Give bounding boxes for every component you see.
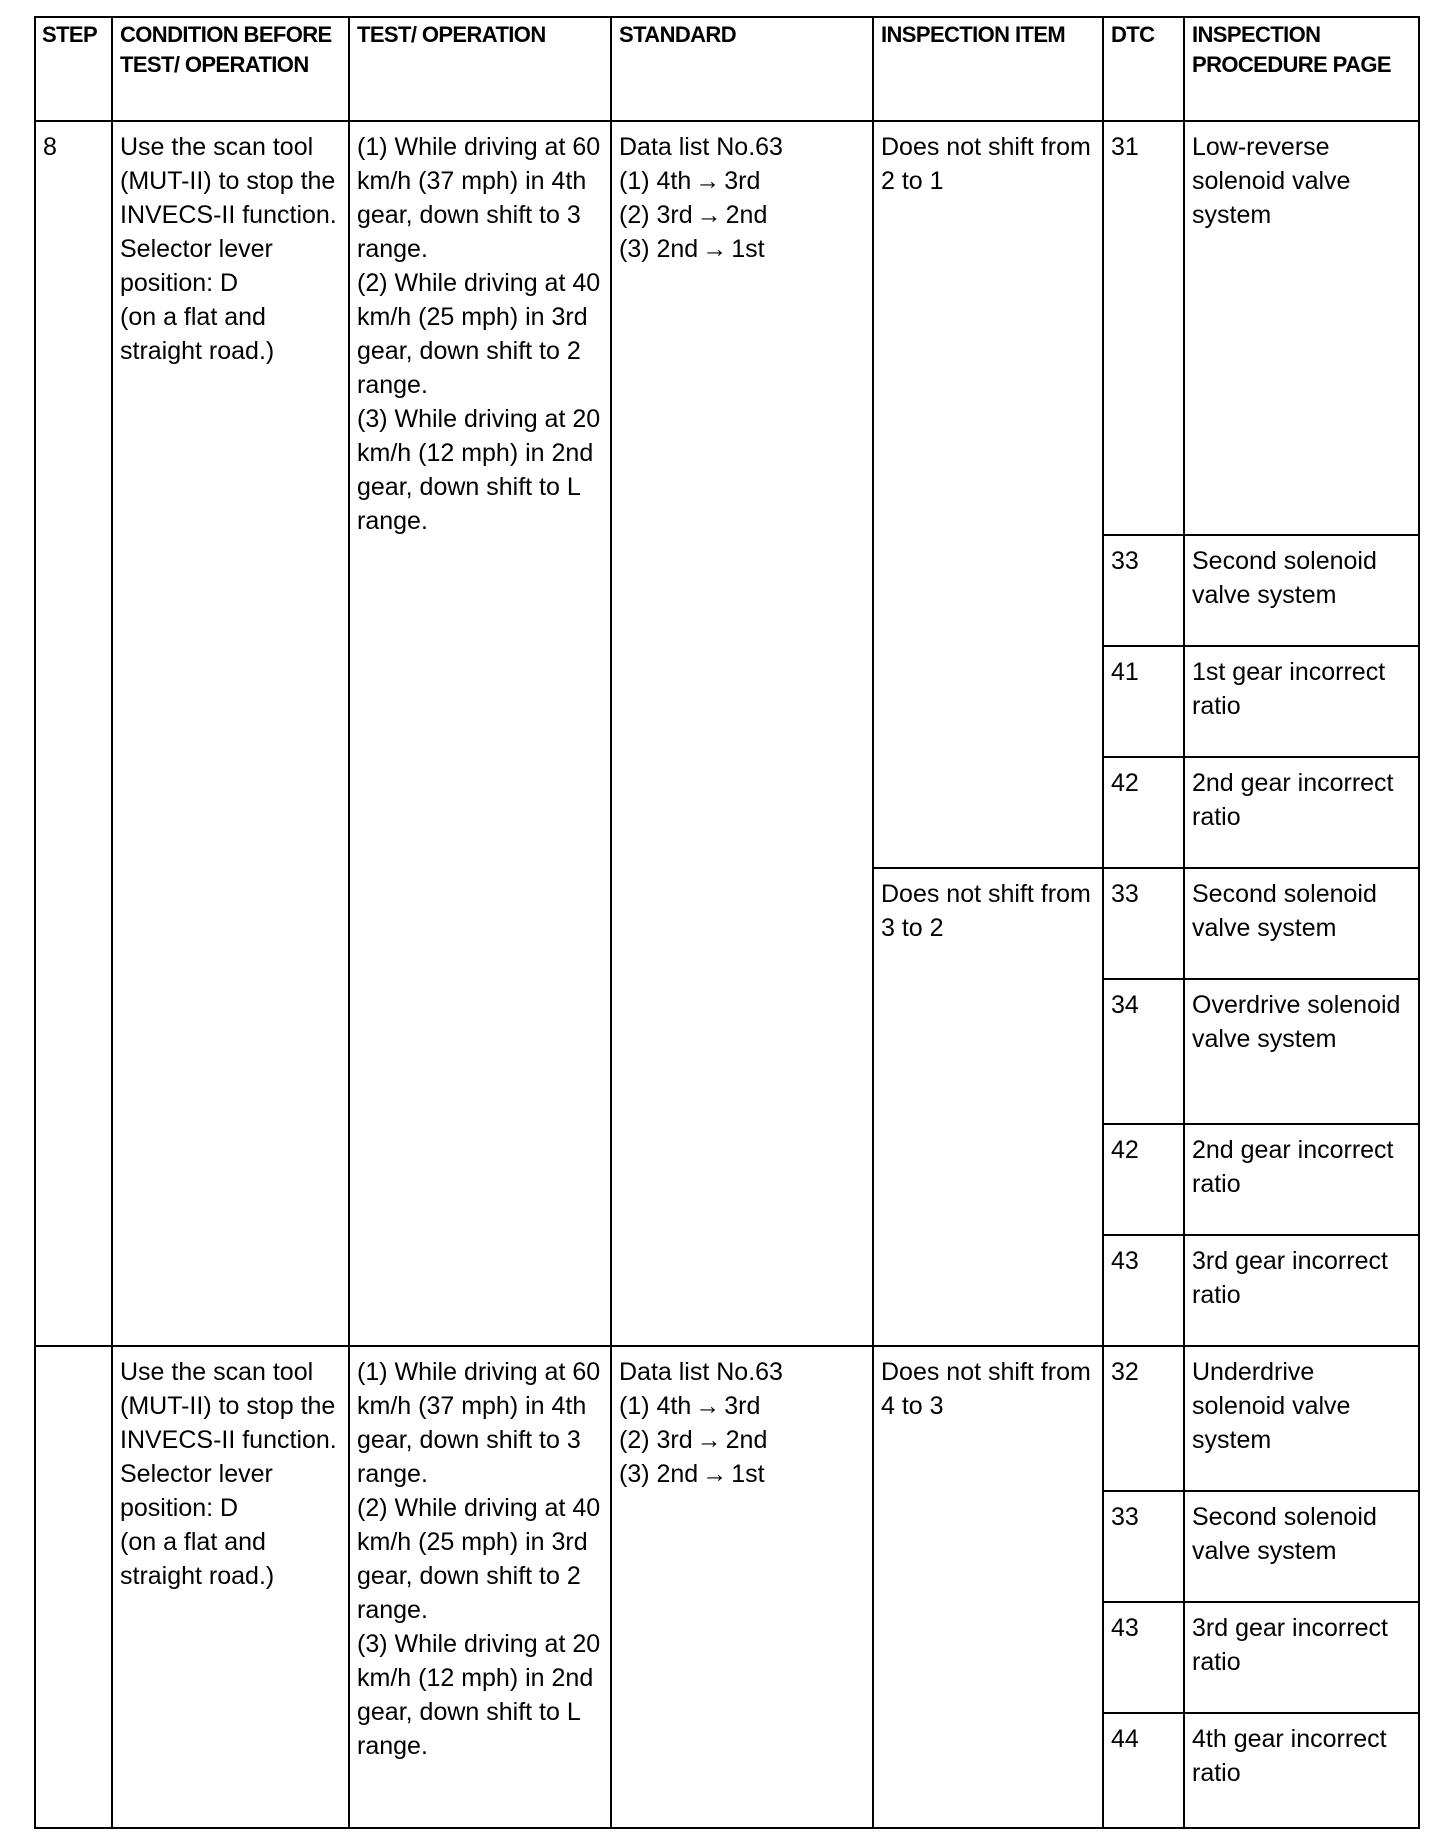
arrow-right-icon: → (702, 1460, 728, 1488)
header-procedure-page: INSPECTION PROCEDURE PAGE (1184, 17, 1419, 121)
procedure-page: Second solenoid valve system (1184, 535, 1419, 646)
standard-gear-to: 1st (731, 1460, 765, 1488)
standard-title: Data list No.63 (619, 1358, 783, 1386)
inspection-item: Does not shift from 3 to 2 (873, 868, 1103, 1346)
procedure-page: 3rd gear incorrect ratio (1184, 1235, 1419, 1346)
dtc-code: 43 (1103, 1235, 1184, 1346)
standard-title: Data list No.63 (619, 133, 783, 161)
dtc-code: 32 (1103, 1346, 1184, 1491)
standard-line (619, 164, 866, 198)
standard-gear-from: (2) 3rd (619, 1426, 693, 1454)
table-row (35, 121, 1419, 535)
inspection-item: Does not shift from 4 to 3 (873, 1346, 1103, 1828)
dtc-code: 42 (1103, 1124, 1184, 1235)
standard-gear-to: 3rd (724, 167, 761, 195)
standard-line (619, 1423, 866, 1457)
arrow-right-icon: → (702, 235, 728, 263)
procedure-page: Low-reverse solenoid valve system (1184, 121, 1419, 535)
condition-cell: Use the scan tool (MUT-II) to stop the INVECS-II function. Selector lever position: D (on a flat and straight road.) (112, 121, 349, 1346)
dtc-code: 43 (1103, 1602, 1184, 1713)
procedure-page: Underdrive solenoid valve system (1184, 1346, 1419, 1491)
procedure-page: Second solenoid valve system (1184, 1491, 1419, 1602)
header-condition: CONDITION BEFORE TEST/ OPERATION (112, 17, 349, 121)
standard-cell (611, 121, 873, 1346)
arrow-right-icon: → (695, 167, 721, 195)
diagnosis-table (34, 16, 1420, 1829)
standard-gear-to: 1st (731, 235, 765, 263)
arrow-right-icon: → (696, 201, 722, 229)
header-standard: STANDARD (611, 17, 873, 121)
diagnosis-document (34, 16, 1418, 1825)
dtc-code: 33 (1103, 535, 1184, 646)
standard-line (619, 198, 866, 232)
header-test-operation: TEST/ OPERATION (349, 17, 611, 121)
dtc-code: 34 (1103, 979, 1184, 1124)
step-number-continued (35, 1346, 112, 1828)
procedure-page: Second solenoid valve system (1184, 868, 1419, 979)
header-inspection-item: INSPECTION ITEM (873, 17, 1103, 121)
procedure-page: 1st gear incorrect ratio (1184, 646, 1419, 757)
operation-cell: (1) While driving at 60 km/h (37 mph) in 4th gear, down shift to 3 range. (2) While driving at 40 km/h (25 mph) in 3rd gear, down shift to 2 range. (3) While driving at 20 km/h (12 mph) in 2nd gear, down shift to L range. (349, 1346, 611, 1828)
standard-gear-to: 3rd (724, 1392, 761, 1420)
standard-cell (611, 1346, 873, 1828)
standard-gear-from: (3) 2nd (619, 235, 699, 263)
standard-gear-to: 2nd (725, 1426, 768, 1454)
dtc-code: 44 (1103, 1713, 1184, 1828)
standard-line (619, 1389, 866, 1423)
procedure-page: 2nd gear incorrect ratio (1184, 757, 1419, 868)
standard-gear-from: (3) 2nd (619, 1460, 699, 1488)
standard-gear-from: (2) 3rd (619, 201, 693, 229)
dtc-code: 33 (1103, 868, 1184, 979)
arrow-right-icon: → (696, 1426, 722, 1454)
standard-gear-to: 2nd (725, 201, 768, 229)
standard-line (619, 232, 866, 266)
arrow-right-icon: → (695, 1392, 721, 1420)
header-row (35, 17, 1419, 121)
dtc-code: 42 (1103, 757, 1184, 868)
procedure-page: Overdrive solenoid valve system (1184, 979, 1419, 1124)
condition-cell: Use the scan tool (MUT-II) to stop the INVECS-II function. Selector lever position: D (on a flat and straight road.) (112, 1346, 349, 1828)
header-dtc: DTC (1103, 17, 1184, 121)
procedure-page: 4th gear incorrect ratio (1184, 1713, 1419, 1828)
dtc-code: 31 (1103, 121, 1184, 535)
standard-line (619, 1457, 866, 1491)
header-step: STEP (35, 17, 112, 121)
standard-gear-from: (1) 4th (619, 1392, 692, 1420)
inspection-item: Does not shift from 2 to 1 (873, 121, 1103, 868)
table-row (35, 1346, 1419, 1491)
procedure-page: 2nd gear incorrect ratio (1184, 1124, 1419, 1235)
dtc-code: 41 (1103, 646, 1184, 757)
procedure-page: 3rd gear incorrect ratio (1184, 1602, 1419, 1713)
dtc-code: 33 (1103, 1491, 1184, 1602)
standard-gear-from: (1) 4th (619, 167, 692, 195)
operation-cell: (1) While driving at 60 km/h (37 mph) in 4th gear, down shift to 3 range. (2) While driving at 40 km/h (25 mph) in 3rd gear, down shift to 2 range. (3) While driving at 20 km/h (12 mph) in 2nd gear, down shift to L range. (349, 121, 611, 1346)
step-number: 8 (35, 121, 112, 1346)
